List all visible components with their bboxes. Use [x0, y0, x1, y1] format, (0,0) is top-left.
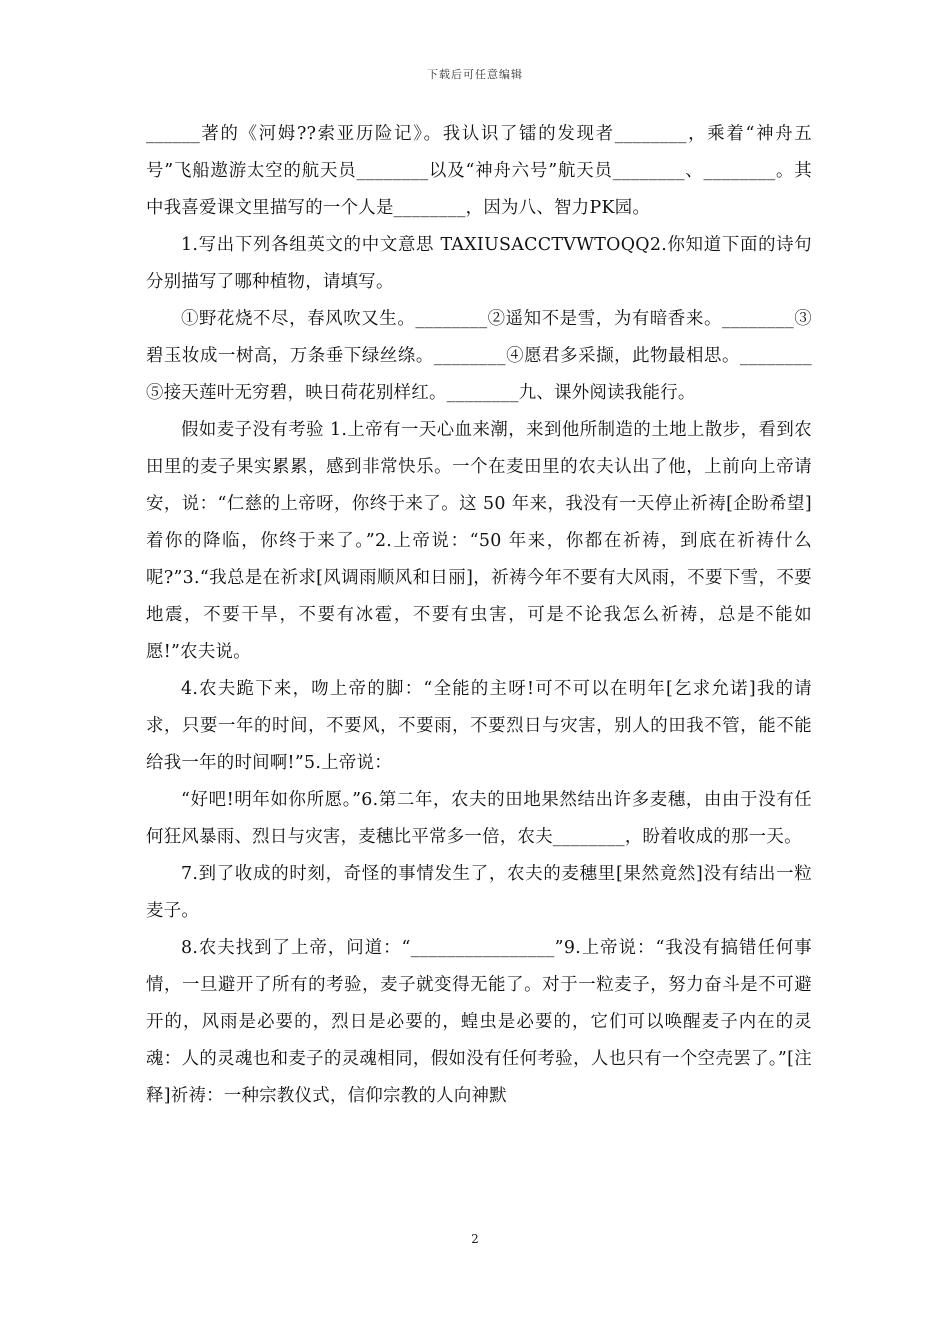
page-number: 2 — [471, 1232, 479, 1246]
document-body — [146, 116, 812, 1115]
paragraph-1: ______著的《河姆??索亚历险记》。我认识了镭的发现者________，乘着“神舟五号”飞船遨游太空的航天员________以及“神舟六号”航天员________、________。其中我喜爱课文里描写的一个人是________，因为八、智力PK园。 — [146, 124, 812, 218]
paragraph-3: ①野花烧不尽，春风吹又生。________②遥知不是雪，为有暗香来。________③碧玉妆成一树高，万条垂下绿丝绦。________④愿君多采撷，此物最相思。________⑤接天莲叶无穷碧，映日荷花别样红。________九、课外阅读我能行。 — [146, 309, 812, 403]
paragraph-7: 7.到了收成的时刻，奇怪的事情发生了，农夫的麦穗里[果然竟然]没有结出一粒麦子。 — [146, 864, 812, 921]
paragraph-4: 假如麦子没有考验 1.上帝有一天心血来潮，来到他所制造的土地上散步，看到农田里的麦子果实累累，感到非常快乐。一个在麦田里的农夫认出了他，上前向上帝请安，说：“仁慈的上帝呀，你终于来了。这 50 年来，我没有一天停止祈祷[企盼希望]着你的降临，你终于来了。”2.上帝说：“50 年来，你都在祈祷，到底在祈祷什么呢?”3.“我总是在祈求[风调雨顺风和日丽]，祈祷今年不要有大风雨，不要下雪，不要地震，不要干旱，不要有冰雹，不要有虫害，可是不论我怎么祈祷，总是不能如愿!”农夫说。 — [146, 420, 812, 662]
paragraph-5: 4.农夫跪下来，吻上帝的脚：“全能的主呀!可不可以在明年[乞求允诺]我的请求，只要一年的时间，不要风，不要雨，不要烈日与灾害，别人的田我不管，能不能给我一年的时间啊!”5.上帝说： — [146, 679, 812, 773]
paragraph-6: “好吧!明年如你所愿。”6.第二年，农夫的田地果然结出许多麦穗，由由于没有任何狂风暴雨、烈日与灾害，麦穗比平常多一倍，农夫________，盼着收成的那一天。 — [146, 790, 812, 847]
paragraph-8: 8.农夫找到了上帝，问道：“________________”9.上帝说：“我没有搞错任何事情，一旦避开了所有的考验，麦子就变得无能了。对于一粒麦子，努力奋斗是不可避开的，风雨是必要的，烈日是必要的，蝗虫是必要的，它们可以唤醒麦子内在的灵魂：人的灵魂也和麦子的灵魂相同，假如没有任何考验，人也只有一个空壳罢了。”[注释]祈祷：一种宗教仪式，信仰宗教的人向神默 — [146, 938, 812, 1106]
page-header: 下载后可任意编辑 — [427, 68, 523, 81]
paragraph-2: 1.写出下列各组英文的中文意思 TAXIUSACCTVWTOQQ2.你知道下面的诗句分别描写了哪种植物，请填写。 — [146, 235, 812, 292]
